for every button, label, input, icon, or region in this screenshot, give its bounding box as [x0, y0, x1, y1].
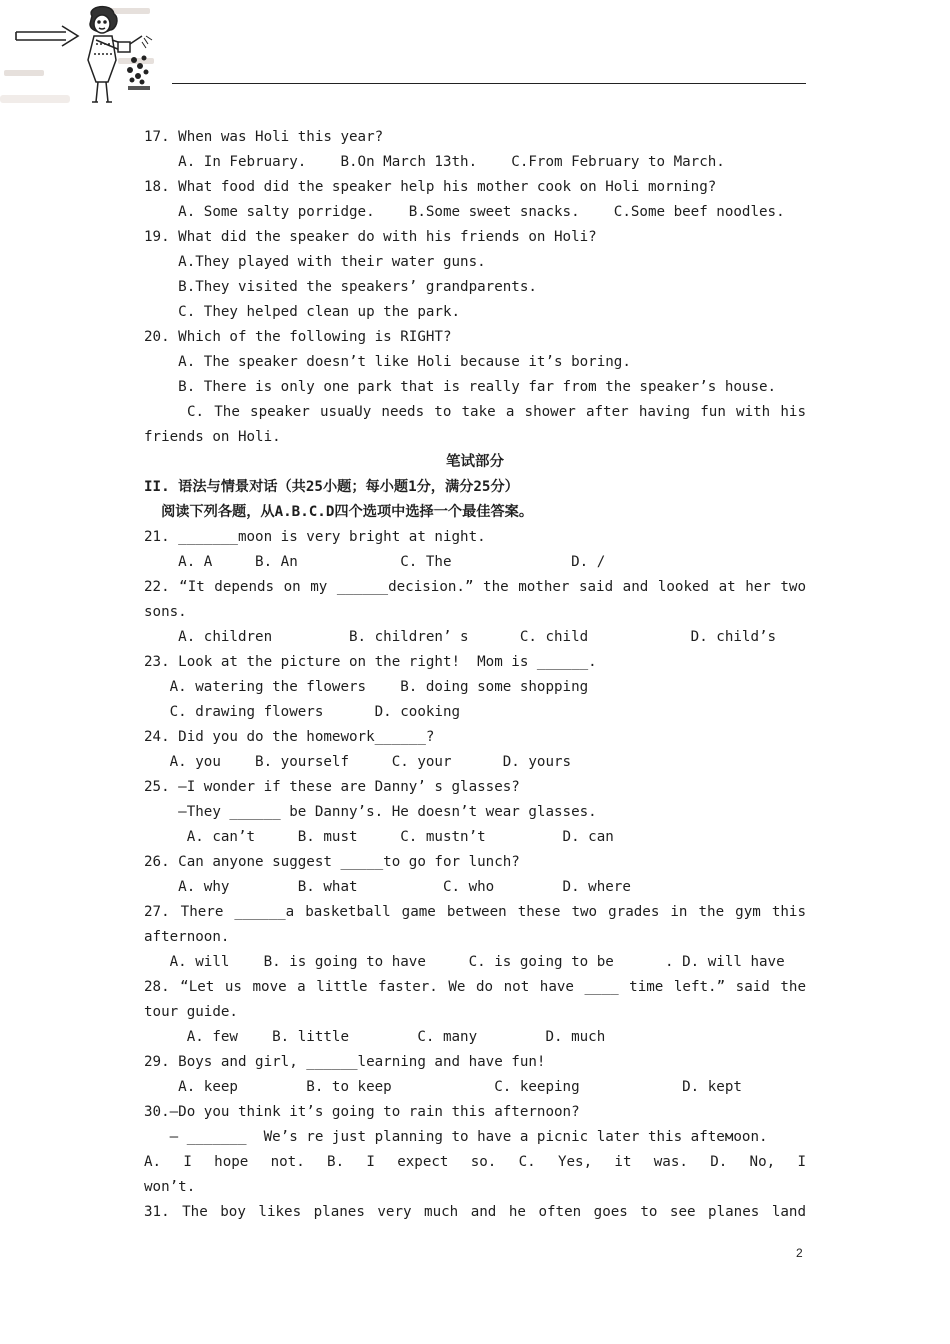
question-18-options: A. Some salty porridge. B.Some sweet snacks. C.Some beef noodles. — [144, 204, 785, 220]
question-23-options-ab: A. watering the flowers B. doing some shopping — [144, 679, 589, 695]
question-24: 24. Did you do the homework______? — [144, 729, 435, 745]
question-24-options: A. you B. yourself C. your D. yours — [144, 754, 572, 770]
section-heading-grammar: II. 语法与情景对话（共25小题；每小题1分，满分25分） — [144, 479, 519, 495]
question-25-reply: —They ______ be Danny’s. He doesn’t wear glasses. — [144, 804, 597, 820]
question-21-options: A. A B. An C. The D. / — [144, 554, 606, 570]
question-30-options: A. I hope not. B. I expect so. C. Yes, it was. D. No, I — [144, 1154, 806, 1170]
question-23-options-cd: C. drawing flowers D. cooking — [144, 704, 461, 720]
question-27-continued: afternoon. — [144, 929, 230, 945]
question-20-option-c-continued: friends on Holi. — [144, 429, 281, 445]
question-25-options: A. can’t B. must C. mustn’t D. can — [144, 829, 614, 845]
question-29-options: A. keep B. to keep C. keeping D. kept — [144, 1079, 742, 1095]
question-19-option-a: A.They played with their water guns. — [144, 254, 486, 270]
section-title-written-part: 笔试部分 — [446, 454, 504, 470]
document-body — [144, 125, 806, 1225]
question-26-options: A. why B. what C. who D. where — [144, 879, 631, 895]
header-cartoon-illustration — [0, 0, 160, 112]
question-25: 25. —I wonder if these are Danny’ s glasses? — [144, 779, 520, 795]
arrow-icon — [16, 26, 78, 46]
question-26: 26. Can anyone suggest _____to go for lunch? — [144, 854, 520, 870]
page-number: 2 — [796, 1246, 803, 1260]
question-29: 29. Boys and girl, ______learning and have fun! — [144, 1054, 546, 1070]
question-20-option-a: A. The speaker doesn’t like Holi because it’s boring. — [144, 354, 631, 370]
question-28-options: A. few B. little C. many D. much — [144, 1029, 606, 1045]
question-30-reply: — _______ We’s re just planning to have a picnic later this afteмoon. — [144, 1129, 768, 1145]
question-20-option-b: B. There is only one park that is really far from the speaker’s house. — [144, 379, 777, 395]
header-divider-line — [172, 83, 806, 84]
question-27-options: A. will B. is going to have C. is going to be . D. will have — [144, 954, 785, 970]
question-19: 19. What did the speaker do with his friends on Holi? — [144, 229, 597, 245]
question-22: 22. “It depends on my ______decision.” the mother said and looked at her two — [144, 579, 806, 595]
question-28: 28. “Let us move a little faster. We do not have ____ time left.” said the — [144, 979, 806, 995]
question-20: 20. Which of the following is RIGHT? — [144, 329, 452, 345]
question-30-options-continued: won’t. — [144, 1179, 196, 1195]
question-28-continued: tour guide. — [144, 1004, 238, 1020]
question-22-continued: sons. — [144, 604, 187, 620]
question-19-option-c: C. They helped clean up the park. — [144, 304, 461, 320]
question-19-option-b: B.They visited the speakers’ grandparents. — [144, 279, 537, 295]
question-21: 21. _______moon is very bright at night. — [144, 529, 486, 545]
question-22-options: A. children B. children’ s C. child D. child’s — [144, 629, 777, 645]
question-17-options: A. In February. B.On March 13th. C.From February to March. — [144, 154, 725, 170]
section-instructions: 阅读下列各题，从A.B.C.D四个选项中选择一个最佳答案。 — [144, 504, 534, 520]
question-18: 18. What food did the speaker help his mother cook on Holi morning? — [144, 179, 717, 195]
question-20-option-c: C. The speaker usuaUy needs to take a shower after having fun with his — [187, 404, 806, 420]
question-30: 30.—Do you think it’s going to rain this afternoon? — [144, 1104, 580, 1120]
question-27: 27. There ______a basketball game between these two grades in the gym this — [144, 904, 806, 920]
question-31: 31. The boy likes planes very much and he often goes to see planes land — [144, 1204, 806, 1220]
question-23: 23. Look at the picture on the right! Mom is ______. — [144, 654, 597, 670]
question-17: 17. When was Holi this year? — [144, 129, 384, 145]
